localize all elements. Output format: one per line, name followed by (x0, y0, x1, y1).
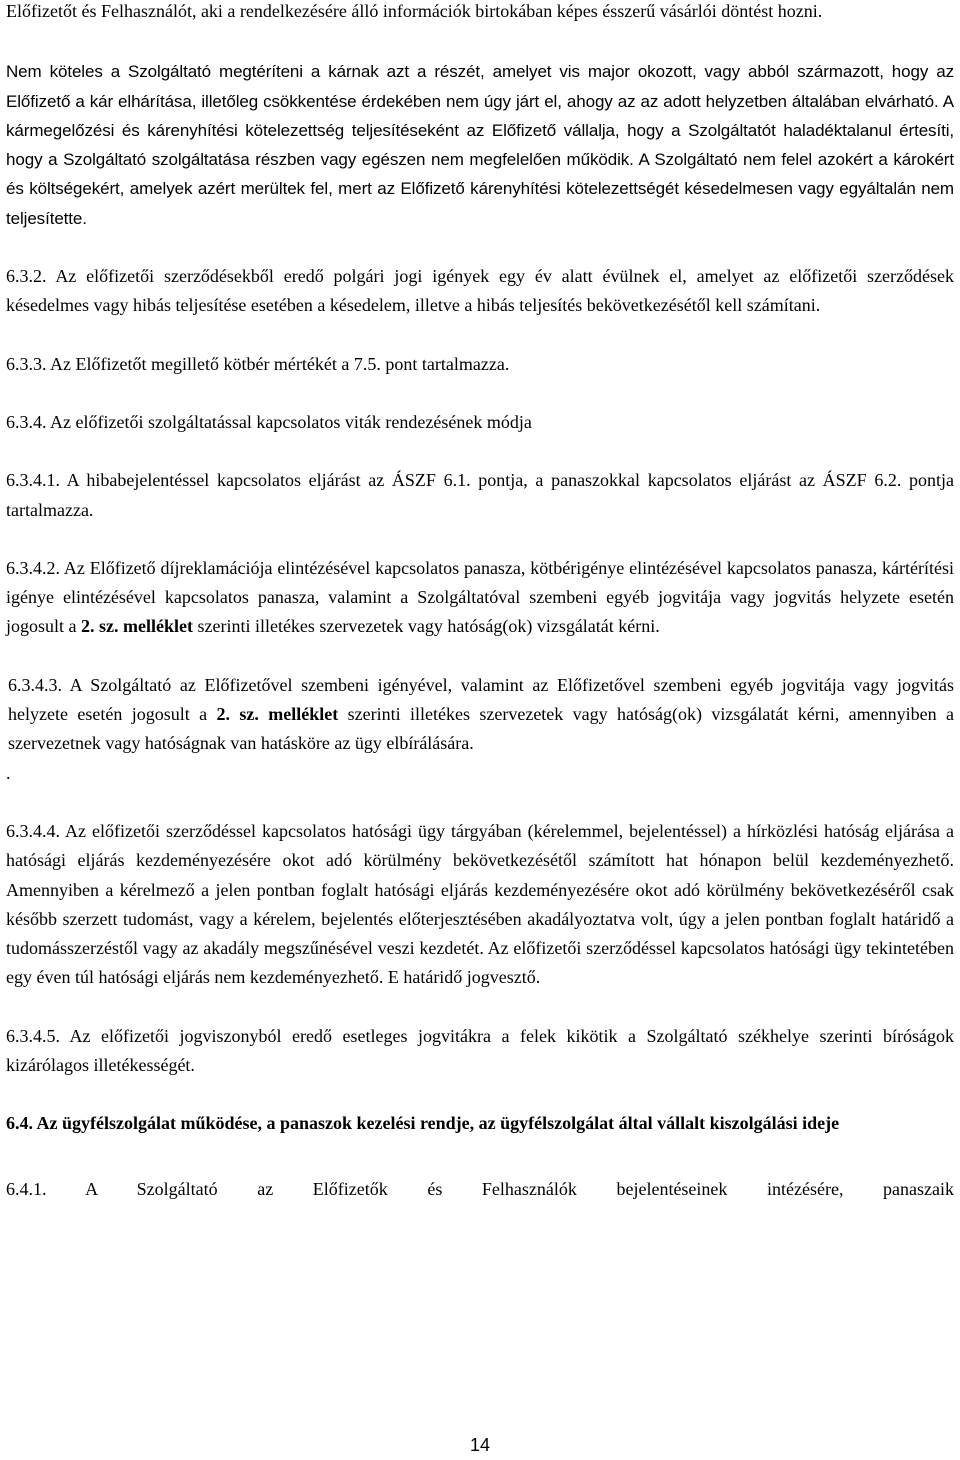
paragraph-6-3-4-2 (6, 554, 954, 642)
paragraph-6-3-2: 6.3.2. Az előfizetői szerződésekből eredő polgári jogi igények egy év alatt évülnek el, amelyet az előfizetői szerződések késedelmes vagy hibás teljesítése esetében a késedelem, illetve a hibás teljesítés bekövetkezésétől kell számítani. (6, 266, 954, 316)
paragraph-6-3-3: 6.3.3. Az Előfizetőt megillető kötbér mértékét a 7.5. pont tartalmazza. (6, 353, 510, 374)
paragraph-6-3-4-4: 6.3.4.4. Az előfizetői szerződéssel kapcsolatos hatósági ügy tárgyában (kérelemmel, bejelentéssel) a hírközlési hatóság eljárása a hatósági eljárás kezdeményezésére okot adó körülmény bekövetkezésétől számított hat hónapon belül kezdeményezhető. Amennyiben a kérelmező a jelen pontban foglalt hatósági eljárás kezdeményezésére okot adó körülmény bekövetkezéséről csak később szerzett tudomást, vagy a kérelem, bejelentés előterjesztésében akadályoztatva volt, úgy a jelen pontban foglalt határidő a tudomásszerzéstől vagy az akadály megszűnésével veszi kezdetét. Az előfizetői szerződéssel kapcsolatos hatósági ügy tekintetében egy éven túl hatósági eljárás nem kezdeményezhető. E határidő jogvesztő. (6, 820, 954, 988)
annex-reference: 2. sz. melléklet (81, 616, 193, 637)
paragraph-intro-continued: Előfizetőt és Felhasználót, aki a rendelkezésére álló információk birtokában képes ésszerű vásárlói döntést hozni. (6, 1, 823, 21)
paragraph-6-3-4: 6.3.4. Az előfizetői szolgáltatással kapcsolatos viták rendezésének módja (6, 411, 532, 432)
page-number: 14 (469, 1435, 491, 1455)
paragraph-6-3-4-3 (6, 671, 954, 759)
paragraph-6-3-4-2-text-end: szerinti illetékes szervezetek vagy hatóság(ok) vizsgálatát kérni. (192, 616, 660, 637)
paragraph-6-3-4-3-text: 6.3.4.3. A Szolgáltató az Előfizetővel szembeni igényével, valamint az Előfizetővel szembeni egyéb jogvitája vagy jogvitás helyzete esetén jogosult a (8, 674, 954, 725)
paragraph-6-3-4-5: 6.3.4.5. Az előfizetői jogviszonyból eredő esetleges jogvitákra a felek kikötik a Szolgáltató székhelye szerinti bíróságok kizárólagos illetékességét. (6, 1025, 954, 1076)
paragraph-6-3-4-3-text-end: szerinti illetékes szervezetek vagy hatóság(ok) vizsgálatát kérni, amennyiben a szervezetnek vagy hatóságnak van hatásköre az ügy elbírálására. (8, 704, 954, 754)
annex-reference: 2. sz. melléklet (216, 704, 339, 725)
stray-period: . (6, 762, 11, 783)
heading-6-4: 6.4. Az ügyfélszolgálat működése, a panaszok kezelési rendje, az ügyfélszolgálat által vállalt kiszolgálási ideje (6, 1113, 840, 1134)
paragraph-6-4-1: 6.4.1. A Szolgáltató az Előfizetők és Felhasználók bejelentéseinek intézésére, panaszaik (6, 1178, 954, 1199)
paragraph-6-3-4-2-text: 6.3.4.2. Az Előfizető díjreklamációja elintézésével kapcsolatos panasza, kötbérigénye elintézésével kapcsolatos panasza, kártérítési igénye elintézésével kapcsolatos panasza, valamint a Szolgáltatóval szembeni egyéb jogvitája vagy jogvitás helyzete esetén jogosult a (6, 557, 954, 637)
paragraph-liability: Nem köteles a Szolgáltató megtéríteni a kárnak azt a részét, amelyet vis major okozott, vagy abból származott, hogy az Előfizető a kár elhárítása, illetőleg csökkentése érdekében nem úgy járt el, ahogy az az adott helyzetben általában elvárható. A kármegelőzési és kárenyhítési kötelezettség teljesítéseként az Előfizető vállalja, hogy a Szolgáltatót haladéktalanul értesíti, hogy a Szolgáltató szolgáltatása részben vagy egészen nem megfelelően működik. A Szolgáltató nem felel azokért a károkért és költségekért, amelyek azért merültek fel, mert az Előfizető kárenyhítési kötelezettségét késedelmesen vagy egyáltalán nem teljesítette. (6, 62, 954, 228)
paragraph-6-3-4-1: 6.3.4.1. A hibabejelentéssel kapcsolatos eljárást az ÁSZF 6.1. pontja, a panaszokkal kapcsolatos eljárást az ÁSZF 6.2. pontja tartalmazza. (6, 470, 954, 520)
